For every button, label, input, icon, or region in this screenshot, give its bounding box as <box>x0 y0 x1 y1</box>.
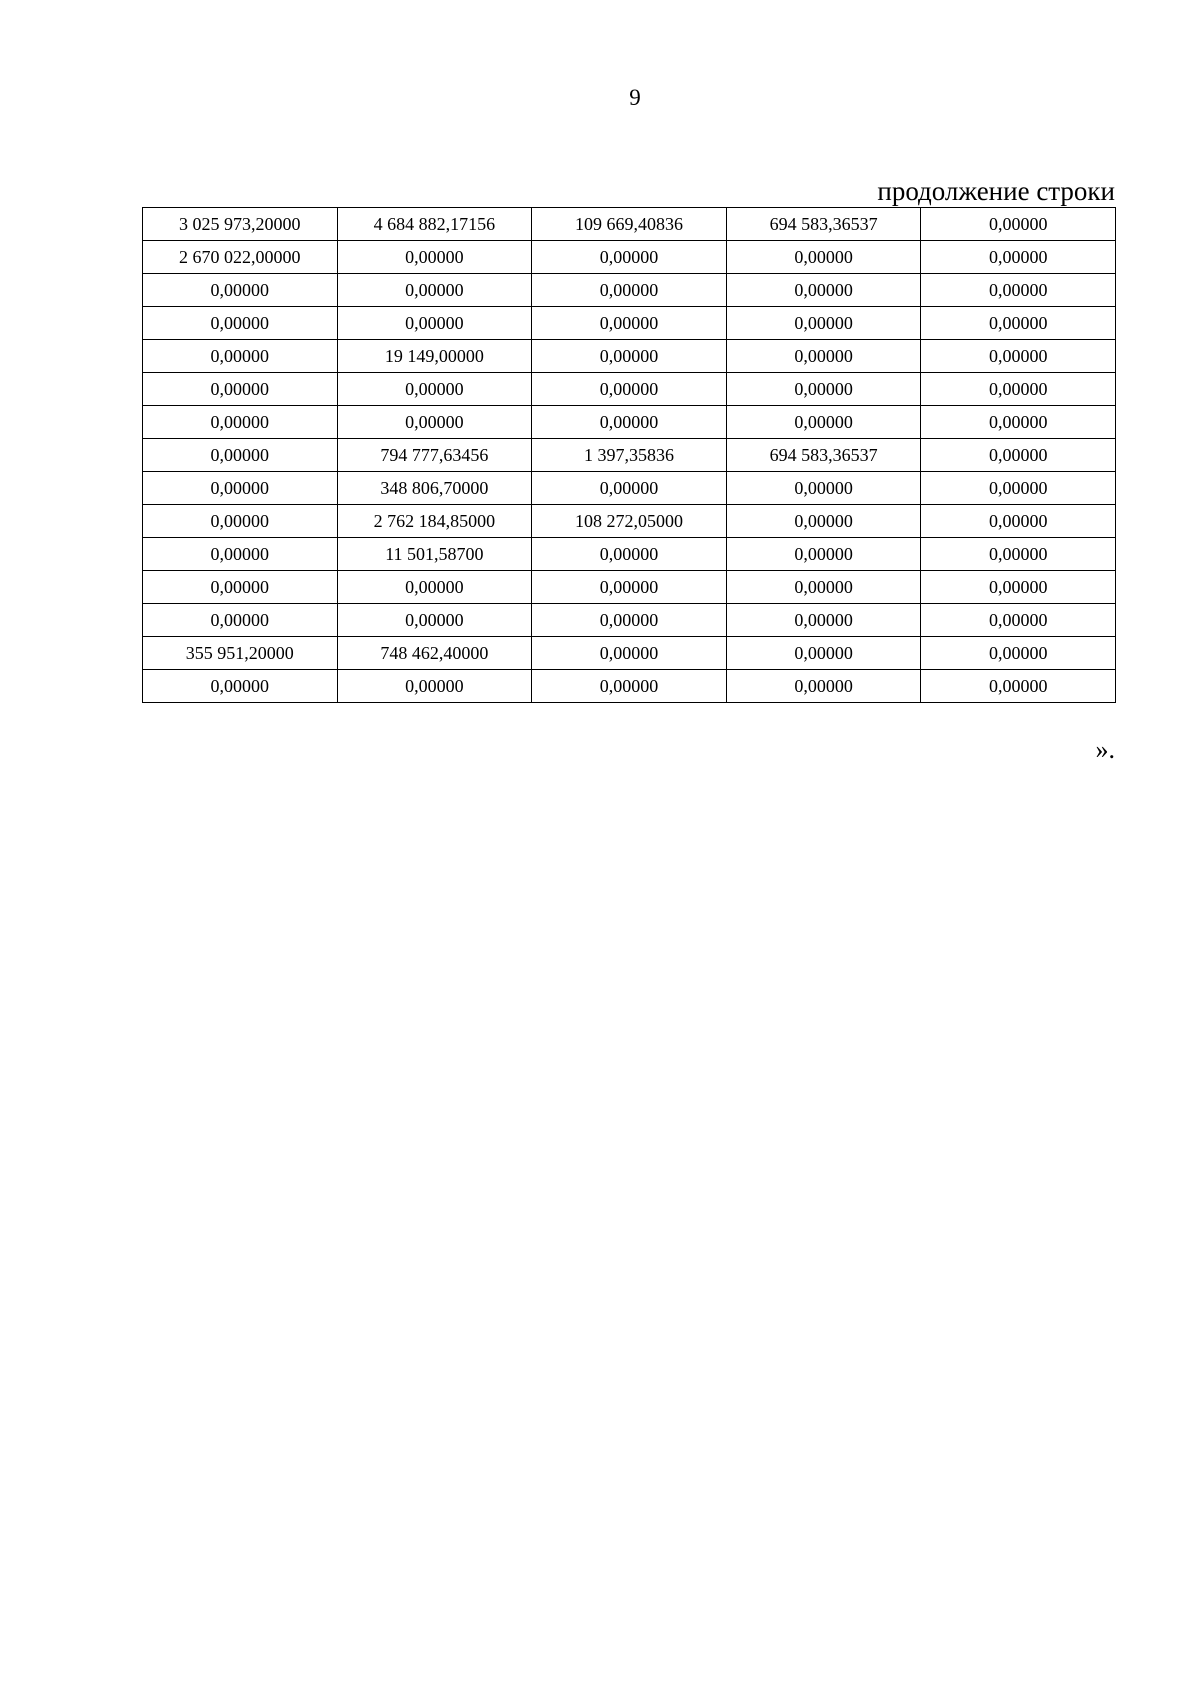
table-cell: 19 149,00000 <box>337 340 532 373</box>
table-cell: 0,00000 <box>532 406 727 439</box>
table-cell: 0,00000 <box>921 637 1116 670</box>
table-cell: 0,00000 <box>726 505 921 538</box>
table-cell: 0,00000 <box>532 241 727 274</box>
table-cell: 0,00000 <box>337 670 532 703</box>
table-row <box>143 505 1116 538</box>
table-row <box>143 637 1116 670</box>
table-row <box>143 604 1116 637</box>
table-cell: 0,00000 <box>532 670 727 703</box>
table-row <box>143 208 1116 241</box>
table-cell: 694 583,36537 <box>726 439 921 472</box>
table-cell: 0,00000 <box>143 439 338 472</box>
table-cell: 0,00000 <box>921 373 1116 406</box>
table-cell: 0,00000 <box>337 274 532 307</box>
table-cell: 0,00000 <box>726 472 921 505</box>
table-cell: 0,00000 <box>921 439 1116 472</box>
table-cell: 0,00000 <box>143 604 338 637</box>
table-body <box>143 208 1116 703</box>
table-cell: 4 684 882,17156 <box>337 208 532 241</box>
table-row <box>143 571 1116 604</box>
table-cell: 0,00000 <box>921 538 1116 571</box>
table-cell: 0,00000 <box>921 505 1116 538</box>
closing-quote-mark: ». <box>1095 735 1115 764</box>
table-cell: 0,00000 <box>532 307 727 340</box>
table-cell: 0,00000 <box>143 670 338 703</box>
table-row <box>143 340 1116 373</box>
table-cell: 0,00000 <box>921 274 1116 307</box>
table-cell: 0,00000 <box>921 670 1116 703</box>
table-cell: 0,00000 <box>143 340 338 373</box>
table-cell: 0,00000 <box>532 274 727 307</box>
table-cell: 0,00000 <box>726 241 921 274</box>
table-cell: 0,00000 <box>726 571 921 604</box>
table-cell: 0,00000 <box>337 241 532 274</box>
table-cell: 0,00000 <box>337 406 532 439</box>
table-cell: 109 669,40836 <box>532 208 727 241</box>
table-cell: 108 272,05000 <box>532 505 727 538</box>
table-cell: 0,00000 <box>143 538 338 571</box>
table-cell: 0,00000 <box>143 307 338 340</box>
table-cell: 0,00000 <box>532 538 727 571</box>
page-number: 9 <box>629 85 641 110</box>
table-cell: 0,00000 <box>921 571 1116 604</box>
table-cell: 355 951,20000 <box>143 637 338 670</box>
table-cell: 694 583,36537 <box>726 208 921 241</box>
table-cell: 0,00000 <box>921 604 1116 637</box>
table-cell: 1 397,35836 <box>532 439 727 472</box>
table-cell: 0,00000 <box>726 604 921 637</box>
table-cell: 348 806,70000 <box>337 472 532 505</box>
table-cell: 0,00000 <box>532 373 727 406</box>
table-row <box>143 538 1116 571</box>
table-cell: 0,00000 <box>726 307 921 340</box>
table-cell: 0,00000 <box>726 637 921 670</box>
data-table <box>142 207 1116 703</box>
table-cell: 0,00000 <box>337 571 532 604</box>
table-cell: 0,00000 <box>726 538 921 571</box>
table-row <box>143 472 1116 505</box>
table-cell: 0,00000 <box>532 637 727 670</box>
table-cell: 0,00000 <box>532 604 727 637</box>
table-cell: 0,00000 <box>726 373 921 406</box>
table-cell: 748 462,40000 <box>337 637 532 670</box>
table-cell: 0,00000 <box>143 505 338 538</box>
table-cell: 0,00000 <box>143 571 338 604</box>
table-cell: 0,00000 <box>921 241 1116 274</box>
table-row <box>143 274 1116 307</box>
table-cell: 0,00000 <box>921 208 1116 241</box>
table-cell: 0,00000 <box>726 340 921 373</box>
table-cell: 0,00000 <box>143 406 338 439</box>
continuation-label: продолжение строки <box>877 176 1115 206</box>
table-cell: 0,00000 <box>337 307 532 340</box>
table-cell: 0,00000 <box>726 406 921 439</box>
table-row <box>143 307 1116 340</box>
table-cell: 0,00000 <box>921 406 1116 439</box>
table-cell: 0,00000 <box>337 604 532 637</box>
table-cell: 0,00000 <box>143 373 338 406</box>
table-cell: 0,00000 <box>726 274 921 307</box>
table-cell: 2 670 022,00000 <box>143 241 338 274</box>
table-cell: 0,00000 <box>921 472 1116 505</box>
table-cell: 11 501,58700 <box>337 538 532 571</box>
table-cell: 0,00000 <box>921 307 1116 340</box>
table-cell: 3 025 973,20000 <box>143 208 338 241</box>
table-row <box>143 670 1116 703</box>
table-cell: 0,00000 <box>532 340 727 373</box>
table-cell: 2 762 184,85000 <box>337 505 532 538</box>
table-cell: 794 777,63456 <box>337 439 532 472</box>
table-row <box>143 373 1116 406</box>
table-row <box>143 406 1116 439</box>
table-cell: 0,00000 <box>532 472 727 505</box>
table-cell: 0,00000 <box>143 472 338 505</box>
table-row <box>143 439 1116 472</box>
table-row <box>143 241 1116 274</box>
table-cell: 0,00000 <box>726 670 921 703</box>
table-cell: 0,00000 <box>337 373 532 406</box>
table-cell: 0,00000 <box>532 571 727 604</box>
table-cell: 0,00000 <box>143 274 338 307</box>
table-cell: 0,00000 <box>921 340 1116 373</box>
